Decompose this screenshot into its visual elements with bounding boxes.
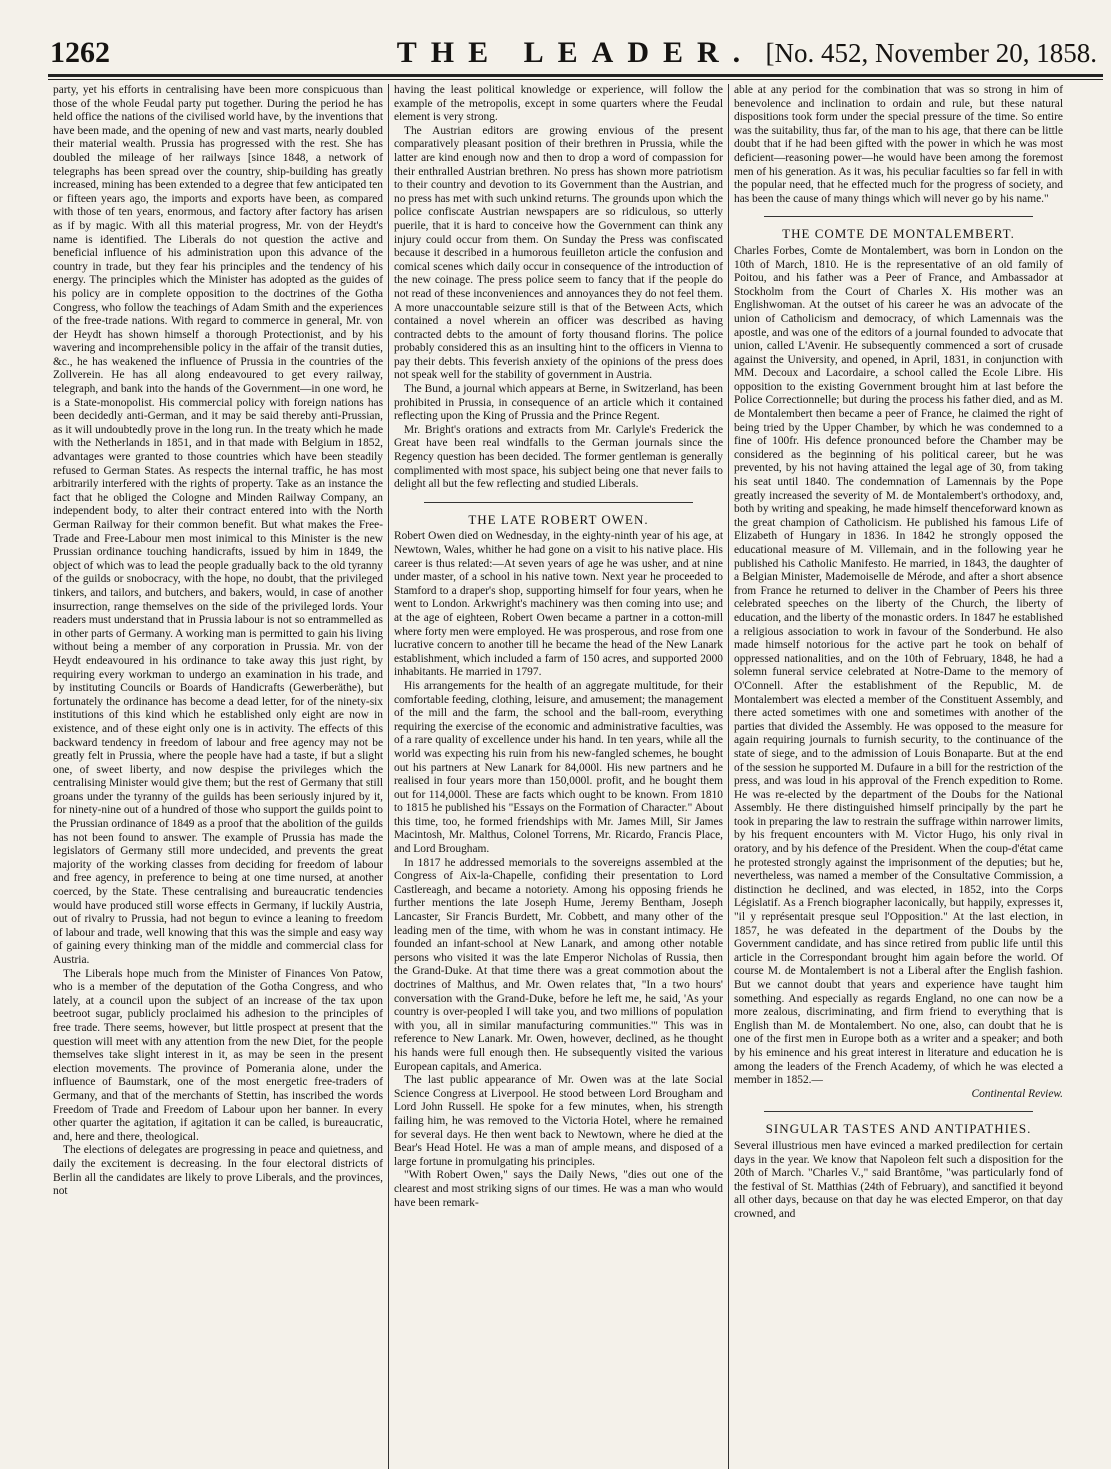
owen-heading: THE LATE ROBERT OWEN.	[468, 511, 649, 527]
article-source: Continental Review.	[971, 1087, 1063, 1100]
page-number: 1262	[50, 36, 110, 69]
paragraph: In 1817 he addressed memorials to the sovereigns assembled at the Congress of Aix-la-Chapelle, confiding their presentation to Lord Castlereagh, and became a notoriety. Among his opposing friends he further mentions the late Joseph Hume, Jeremy Bentham, Joseph Lancaster, Sir Francis Burdett, Mr. Cobbett, and many other of the leading men of the time, with whom he was in constant intimacy. He founded an infant-school at New Lanark, and among other notable persons who visited it was the late Emperor Nicholas of Russia, then the Grand-Duke. At that time there was a great commotion about the doctrines of Malthus, and Mr. Owen relates that, "In a two hours' conversation with the Grand-Duke, before he left me, he said, 'As your country is over-peopled I will take you, and two millions of population with you, all in similar manufacturing communities.'" This was in reference to New Lanark. Mr. Owen, however, declined, as he thought his hands were full enough then. He subsequently visited the various European capitals, and America.	[394, 856, 723, 1073]
paragraph: The last public appearance of Mr. Owen was at the late Social Science Congress at Liverpool. He stood between Lord Brougham and Lord John Russell. He spoke for a few minutes, when, his strength failing him, he was removed to the Victoria Hotel, where he remained for several days. He then went back to Newtown, where he died at the Bear's Head Hotel. He was a man of ample means, and disposed of a large fortune in promulgating his principles.	[394, 1074, 723, 1168]
paragraph: party, yet his efforts in centralising have been more conspicuous than those of the whole Feudal party put together. During the period he has held office the nations of the civilised world have, by the inventions that have been made, and the opening of new and vast marts, nearly doubled their material wealth. Prussia has progressed with the rest. She has doubled the mileage of her railways [since 1848, a network of telegraphs has been spread over the country, ship-building has greatly increased, mining has been extended to a degree that few anticipated ten or fifteen years ago, the imports and exports have been, as compared with those of ten years, enormous, and factory after factory has arisen as if by magic. With all this material progress, Mr. von der Heydt's name is identified. The Liberals do not question the active and beneficial influence of his administration upon this advance of the country in trade, but they fear his principles and the tendency of his energy. The principles which the Minister has adopted as the guides of his policy are in complete opposition to the doctrines of the Gotha Congress, who follow the teachings of Adam Smith and the experiences of the free-trade nations. With regard to commerce in general, Mr. von der Heydt has shown himself a thorough Protectionist, and by his wavering and incomprehensible policy in the affair of the transit duties, &c., he has weakened the influence of Prussia in the countries of the Zollverein. He has all along endeavoured to get every railway, telegraph, and bank into the hands of the Government—in one word, he is a State-monopolist. His commercial policy with foreign nations has been decidedly anti-German, and it may be said thereby anti-Prussian, as it will undoubtedly prove in the long run. In the treaty which he made with the Netherlands in 1851, and in that made with Belgium in 1852, advantages were granted to those countries which have been steadily refused to German States. As respects the internal traffic, he has most arbitrarily interfered with the rights of property. Take as an instance the fact that he obliged the Cologne and Minden Railway Company, an independent body, to alter their contract entered into with the North German Railway for their common benefit. But what makes the Free-Trade and Free-Labour men most inimical to this Minister is the new Prussian ordinance touching handicrafts, issued by him in 1849, the object of which was to lead the people gradually back to the old tyranny of the guilds or snobocracy, with the hope, no doubt, that the privileged tinkers, and tailors, and butchers, and bakers, would, in case of another insurrection, range themselves on the side of the privileged lords. Your readers must understand that in Prussia labour is not so entrammelled as in other parts of Germany. A working man is permitted to gain his living without being a member of any corporation in Prussia. Mr. von der Heydt endeavoured in his ordinance to take away this just right, by requiring every workman to undergo an examination in his trade, and by instituting Councils or Boards of Handicrafts (Gewerberäthe), but fortunately the ordinance has become a dead letter, for of the ninety-six institutions of this kind which he established only eight are now in existence, and of these eight only one is in activity. The effects of this backward tendency in freedom of labour and free agency may not be greatly felt in Prussia, where the people have had a taste, if but a slight one, of sweet liberty, and now despise the privileges which the centralising Minister would give them; but the rest of Germany that still groans under the tyranny of the guilds has been seriously injured by it, for ninety-nine out of a hundred of those who support the guilds point to the Prussian ordinance of 1849 as a proof that the abolition of the guilds has not been found to answer. The example of Prussia has made the legislators of Germany still more undecided, and prevents the great majority of the working classes from deciding for freedom of labour and free agency, in preference to being at one time nursed, at another coerced, by the State. These centralising and bureaucratic tendencies would have produced still worse effects in Germany, if luckily Austria, out of rivalry to Prussia, had not begun to evince a leaning to freedom of labour and trade, well knowing that this was the simple and easy way of gaining every thinking man of the middle and commercial class for Austria.	[53, 84, 383, 966]
paragraph: The Liberals hope much from the Minister of Finances Von Patow, who is a member of the deputation of the Gotha Congress, and who lately, at a council upon the subject of an increase of the tax upon beetroot sugar, publicly proclaimed his adhesion to the principles of free trade. There seems, however, but little prospect at present that the question will meet with any attention from the new Diet, for the people themselves take slight interest in it, as may be seen in the present election movements. The province of Pomerania alone, under the influence of Baumstark, one of the most energetic free-traders of Germany, and that of the merchants of Stettin, has inscribed the words Freedom of Trade and Freedom of Labour upon her banner. In every other quarter the agitation, if agitation it can be called, is bureaucratic, and, here and there, theological.	[53, 967, 383, 1143]
tastes-heading: SINGULAR TASTES AND ANTIPATHIES.	[765, 1121, 1032, 1137]
paragraph: Mr. Bright's orations and extracts from Mr. Carlyle's Frederick the Great have been real windfalls to the German journals since the Regency question has been decided. The former gentleman is generally complimented with most space, his subject being one that never fails to delight all but the few reflecting and studied Liberals.	[394, 423, 723, 491]
newspaper-title: THE LEADER.	[396, 36, 755, 69]
column-1	[48, 84, 388, 1469]
montalembert-heading: THE COMTE DE MONTALEMBERT.	[782, 226, 1015, 242]
paragraph: able at any period for the combination that was so strong in him of benevolence and inclination to ordain and rule, but these natural dispositions took form under the special pressure of the time. So entire was the suitability, thus far, of the man to his age, that there can be little doubt that if he had been gifted with the power in which he was most deficient—reasoning power—he would have been among the foremost men of his generation. As it was, his peculiar faculties so far fell in with the popular need, that he effected much for the progress of society, and has been the cause of many things which will never go by his name."	[734, 84, 1063, 205]
article-columns	[48, 84, 1103, 1469]
section-divider	[764, 216, 1033, 217]
paragraph: The Bund, a journal which appears at Berne, in Switzerland, has been prohibited in Prussia, in consequence of an article which it contained reflecting upon the King of Prussia and the Prince Regent.	[394, 383, 723, 423]
masthead	[48, 32, 1103, 72]
column-2	[388, 84, 728, 1469]
paragraph: "With Robert Owen," says the Daily News, "dies out one of the clearest and most striking signs of our times. He was a man who would have been remark-	[394, 1169, 723, 1209]
masthead-rule-thin	[48, 79, 1103, 80]
paragraph: The elections of delegates are progressing in peace and quietness, and daily the excitement is decreasing. In the four electoral districts of Berlin all the candidates are likely to prove Liberals, and the provinces, not	[53, 1144, 383, 1198]
paragraph: The Austrian editors are growing envious of the present comparatively pleasant position of their brethren in Prussia, while the latter are kind enough now and then to drop a word of compassion for their enthralled Austrian brethren. No press has shown more patriotism to their country and devotion to its Government than the Austrian, and no press has met with such unkind returns. The grounds upon which the police confiscate Austrian newspapers are so ridiculous, so utterly puerile, that it is hard to conceive how the Government can think any injury could occur from them. On Sunday the Press was confiscated because it described in a humorous feuilleton article the confusion and comical scenes which daily occur in consequence of the introduction of the new coinage. The press police seem to fancy that if the people do not read of these inconveniences and annoyances they do not feel them. A more unaccountable seizure still is that of the Between Acts, which contained a novel wherein an officer was described as having contracted debts to the amount of forty thousand florins. The police probably considered this as an insulting hint to the officers in Vienna to pay their debts. This feverish anxiety of the opinions of the press does not speak well for the stability of government in Austria.	[394, 124, 723, 382]
paragraph: His arrangements for the health of an aggregate multitude, for their comfortable feeding, clothing, leisure, and amusement; the management of the mill and the farm, the school and the ball-room, everything requiring the exercise of the economic and administrative faculties, was of a rare quality of excellence under his hand. In ten years, while all the world was expecting his ruin from his new-fangled schemes, he bought out his partners at New Lanark for 84,000l. His new partners and he realised in four years more than 150,000l. profit, and he bought them out for 114,000l. These are facts which ought to be known. From 1810 to 1815 he published his "Essays on the Formation of Character." About this time, too, he formed friendships with Mr. James Mill, Sir James Macintosh, Mr. Malthus, Colonel Torrens, Mr. Ricardo, Francis Place, and Lord Brougham.	[394, 679, 723, 856]
section-divider	[424, 502, 693, 503]
paragraph: Charles Forbes, Comte de Montalembert, was born in London on the 10th of March, 1810. He is the representative of an old family of Poitou, and his father was a Peer of France, and Ambassador at Stockholm from the Court of Charles X. His mother was an Englishwoman. At the outset of his career he was an advocate of the union of Catholicism and democracy, of which Lamennais was the apostle, and was one of the editors of a journal founded to advocate that union, called L'Avenir. He subsequently commenced a sort of crusade against the University, and opened, in April, 1831, in conjunction with MM. Decoux and Lacordaire, a school called the Ecole Libre. His opposition to the existing Government brought him at last before the Police Correctionnelle; but during the process his father died, and as M. de Montalembert then became a peer of France, he claimed the right of being tried by the Upper Chamber, by which he was condemned to a fine of 100fr. His defence pronounced before the Chamber may be considered as the beginning of his political career, but he was prevented, by his not having attained the legal age of 30, from taking his seat until 1840. The condemnation of Lamennais by the Pope greatly increased the severity of M. de Montalembert's orthodoxy, and, both by writing and speaking, he made himself thenceforward known as the great champion of Catholicism. He published his famous Life of Elizabeth of Hungary in 1836. In 1842 he strongly opposed the educational measure of M. Villemain, and in the following year he published his Catholic Manifesto. He married, in 1843, the daughter of a Belgian Minister, Mademoiselle de Mérode, and after a short absence from France he returned to deliver in the Chamber of Peers his three celebrated speeches on the liberty of the Church, the liberty of education, and the liberty of the monastic orders. In 1847 he established a religious association to work in favour of the Sonderbund. He also made himself notorious for the active part he took on behalf of oppressed nationalities, and on the 10th of February, 1848, he had a solemn funeral service celebrated at Notre-Dame to the memory of O'Connell. After the establishment of the Republic, M. de Montalembert was elected a member of the Constituent Assembly, and there acted sometimes with one and sometimes with another of the parties that divided the Assembly. He was opposed to the measure for again requiring journals to furnish security, to the continuance of the state of siege, and to the admission of Louis Bonaparte. But at the end of the session he supported M. Dufaure in a bill for the restriction of the press, and was loud in his approval of the French expedition to Rome. He was re-elected by the department of the Doubs for the National Assembly. He there distinguished himself principally by the part he took in preparing the law to restrain the suffrage within narrower limits, by his frequent encounters with M. Victor Hugo, his only rival in oratory, and by his defence of the President. When the coup-d'état came he protested strongly against the imprisonment of the deputies; but he, nevertheless, was named a member of the Consultative Commission, a distinction he declined, and was elected, in 1852, into the Corps Législatif. As a French biographer laconically, but happily, expresses it, "il y représentait presque seul l'Opposition." At the last election, in 1857, he was defeated in the department of the Doubs by the Government candidate, and has since retired from public life until this article in the Correspondant brought him again before the world. Of course M. de Montalembert is not a Liberal after the English fashion. But we cannot doubt that years and experience have taught him something. And especially as regards England, no one can now be a more zealous, discriminating, and firm friend to everything that is English than M. de Montalembert. No one, also, can doubt that he is one of the first men in Europe both as a writer and a speaker; and both by his eminence and his great interest in literature and education he is among the leaders of the French Academy, of which he was elected a member in 1852.—	[734, 244, 1063, 1087]
paragraph: having the least political knowledge or experience, will follow the example of the metropolis, except in some quarters where the Feudal element is very strong.	[394, 84, 723, 124]
masthead-rule	[48, 74, 1103, 77]
column-3	[728, 84, 1068, 1469]
issue-info: [No. 452, November 20, 1858.	[765, 38, 1097, 68]
paragraph: Robert Owen died on Wednesday, in the eighty-ninth year of his age, at Newtown, Wales, whither he had gone on a visit to his native place. His career is thus related:—At seven years of age he was usher, and at nine under master, of a school in his native town. Next year he proceeded to Stamford to a draper's shop, supporting himself for four years, when he went to London. Arkwright's machinery was then coming into use; and at the age of eighteen, Robert Owen became a partner in a cotton-mill where forty men were employed. He was prosperous, and rose from one lucrative concern to another till he became the head of the New Lanark establishment, which included a farm of 150 acres, and supported 2000 inhabitants. He married in 1797.	[394, 530, 723, 679]
paragraph: Several illustrious men have evinced a marked predilection for certain days in the year. We know that Napoleon felt such a disposition for the 20th of March. "Charles V.," said Brantôme, "was particularly fond of the festival of St. Matthias (24th of February), and sanctified it beyond all other days, because on that day he was elected Emperor, on that day crowned, and	[734, 1139, 1063, 1220]
section-divider	[764, 1111, 1033, 1112]
